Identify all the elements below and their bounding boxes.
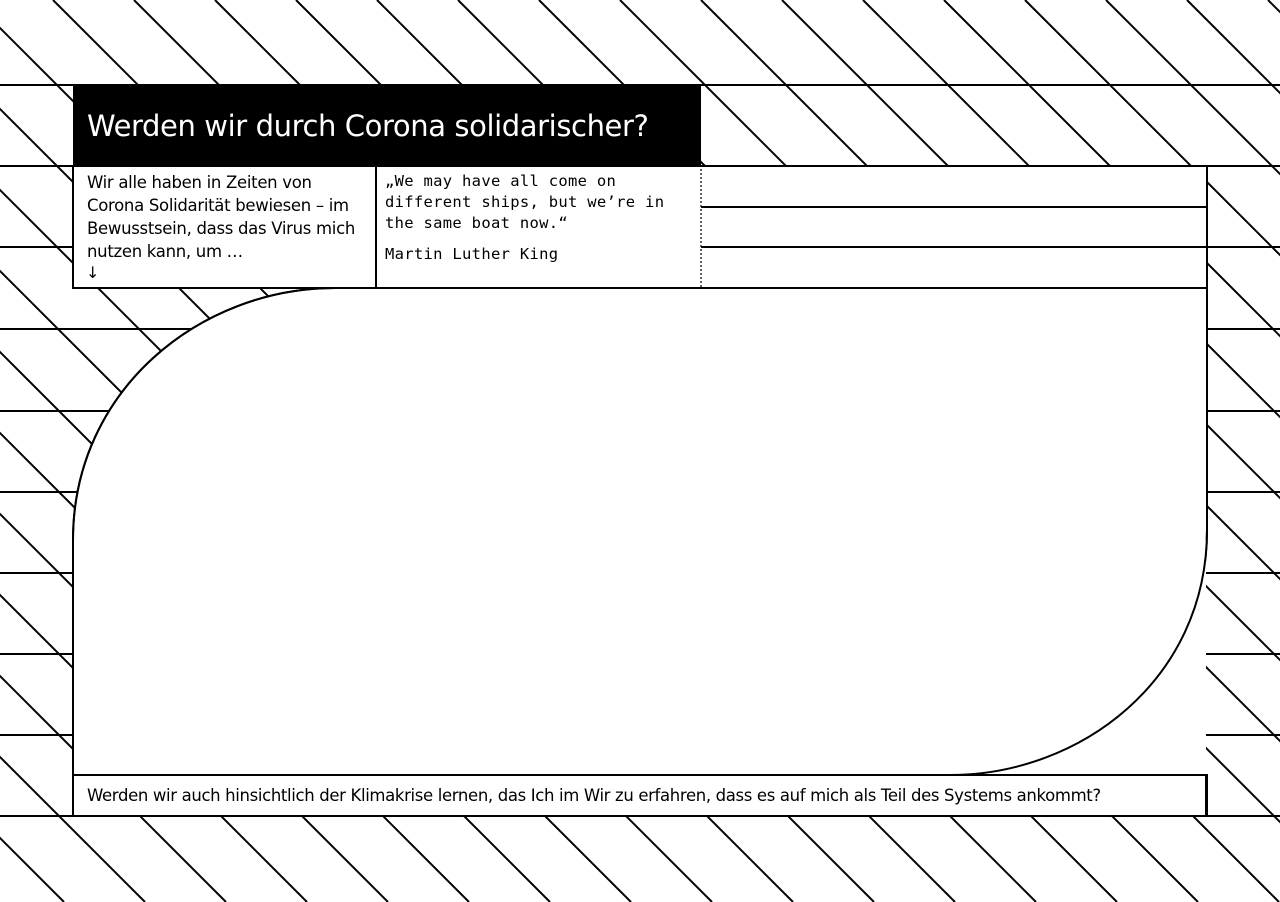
quote-author: Martin Luther King [385, 245, 559, 263]
page-title: Werden wir durch Corona solidarischer? [87, 109, 649, 143]
closing-question: Werden wir auch hinsichtlich der Klimakrise lernen, das Ich im Wir zu erfahren, dass es auf mich als Teil des Systems ankommt? [87, 786, 1101, 805]
quote-text: „We may have all come on different ships, but we’re in the same boat now.“ [385, 172, 665, 232]
answer-area-fill [74, 540, 1206, 775]
down-arrow-icon: ↓ [86, 263, 100, 282]
title-banner [73, 85, 701, 166]
intro-text: Wir alle haben in Zeiten von Corona Solidarität bewiesen – im Bewusstsein, dass das Virus mich nutzen kann, um … [87, 173, 355, 261]
